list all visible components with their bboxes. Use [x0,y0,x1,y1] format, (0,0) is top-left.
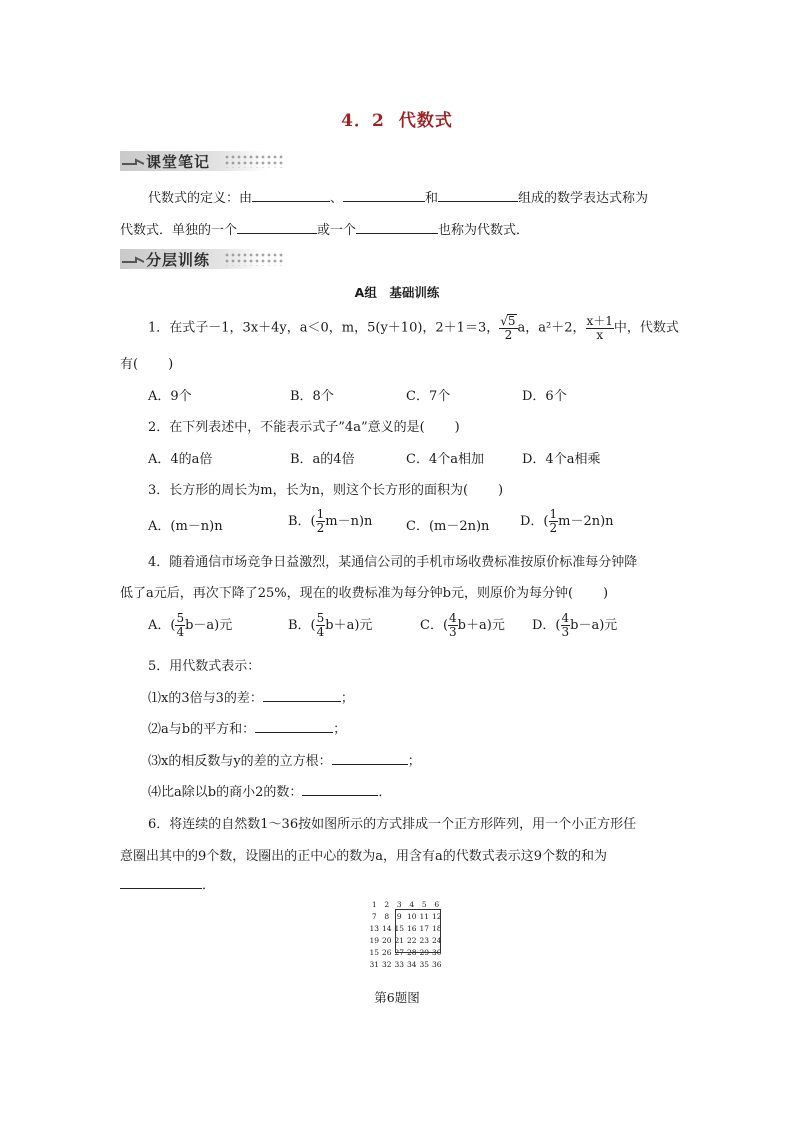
grid-cell: 8 [384,911,390,921]
grid-cell: 20 [381,935,392,945]
grid-cell: 4 [409,899,415,909]
grid-cell: 15 [394,923,405,933]
grid-cell: 22 [406,935,417,945]
grid-cell: 36 [431,959,442,969]
grid-cell: 13 [369,923,380,933]
question-5-item-4: ⑷比a除以b的商小2的数： ． [148,781,391,800]
grid-cell: 34 [406,959,417,969]
question-3-option-d: D．( $\frac{1}{2}$ m－2n)n [520,507,614,535]
question-1: 1．在式子－1，3x＋4y，a＜0，m，5(y＋10)，2＋1＝3， $\frac{√5}{2}$ a，a²＋2， $\frac{x+1}{x}$ 中，代数式 [148,313,679,342]
question-3-option-c: C．(m－2n)n [406,519,490,534]
question-5-item-3: ⑶x的相反数与y的差的立方根： ； [148,750,421,769]
section-label: 分层训练 [146,251,211,269]
question-4-option-a: A．( $\frac{5}{4}$ b－a)元 [148,611,233,639]
arrow-icon [122,156,144,165]
group-heading: A组 基础训练 [354,285,440,300]
section-banner-notes [120,151,280,171]
grid-cell: 7 [371,911,377,921]
grid-cell: 19 [369,935,380,945]
grid-cell: 14 [381,923,392,933]
grid-cell: 29 [419,947,430,957]
page-title [0,106,794,131]
grid-cell: 6 [434,899,440,909]
question-5-item-2: ⑵a与b的平方和： ； [148,718,346,737]
question-1-cont: 有( ) [120,357,174,372]
question-1-option-c: C．7个 [406,389,451,404]
grid-cell: 2 [384,899,390,909]
grid-cell: 10 [406,911,417,921]
question-3-option-a: A．(m－n)n [148,519,223,534]
grid-cell: 31 [369,959,380,969]
grid-cell: 5 [421,899,427,909]
question-3-option-b: B．( $\frac{1}{2}$ m－n)n [288,507,373,535]
grid-cell: 3 [396,899,402,909]
grid-cell: 9 [396,911,402,921]
grid-cell: 21 [394,935,405,945]
notes-line-1: 代数式的定义：由 、 和 组成的数学表达式称为 [148,187,648,206]
grid-row [368,958,443,970]
notes-line-2: 代数式．单独的一个 或一个 也称为代数式． [120,219,529,238]
question-2-option-b: B．a的4倍 [290,452,355,467]
section-label: 课堂笔记 [146,153,211,171]
grid-cell: 30 [431,947,442,957]
question-5-item-1: ⑴x的3倍与3的差： ； [148,687,354,706]
grid-cell: 17 [419,923,430,933]
question-4-option-c: C．( $\frac{4}{3}$ b＋a)元 [420,611,505,639]
section-banner-training [120,249,280,269]
fraction-sqrt5-over-2: $\frac{√5}{2}$ [500,314,516,342]
question-1-option-b: B．8个 [290,389,334,404]
grid-cell: 18 [431,923,442,933]
question-3: 3．长方形的周长为m，长为n，则这个长方形的面积为( ) [148,483,504,498]
question-2: 2．在下列表述中，不能表示式子”4a”意义的是( ) [148,420,460,435]
grid-cell: 35 [419,959,430,969]
arrow-icon [122,254,144,263]
question-2-option-d: D．4个a相乘 [522,452,601,467]
title-number: 4．2 [341,111,385,131]
question-6-line-3: ． [120,874,215,893]
grid-cell: 24 [431,935,442,945]
question-4-line-2: 低了a元后，再次下降了25%，现在的收费标准为每分钟b元，则原价为每分钟( ) [120,586,609,601]
grid-cell: 27 [394,947,405,957]
fraction-x1-over-x: $\frac{x+1}{x}$ [586,313,613,342]
grid-cell: 11 [419,911,430,921]
question-4-line-1: 4．随着通信市场竞争日益激烈，某通信公司的手机市场收费标准按原价标准每分钟降 [148,555,638,570]
grid-cell: 26 [381,947,392,957]
question-6-line-2: 意圈出其中的9个数，设圈出的正中心的数为a，用含有a的代数式表示这9个数的和为 [120,849,608,864]
question-6-line-1: 6．将连续的自然数1～36按如图所示的方式排成一个正方形阵列，用一个小正方形任 [148,817,637,832]
grid-cell: 32 [381,959,392,969]
question-5: 5．用代数式表示： [148,659,261,674]
grid-cell: 15 [369,947,380,957]
title-text: 代数式 [398,111,453,131]
grid-cell: 12 [431,911,442,921]
question-2-option-a: A．4的a倍 [148,452,213,467]
grid-cell: 16 [406,923,417,933]
grid-cell: 28 [406,947,417,957]
question-1-option-d: D．6个 [522,389,567,404]
question-4-option-b: B．( $\frac{5}{4}$ b＋a)元 [288,611,373,639]
question-2-option-c: C．4个a相加 [406,452,484,467]
selection-square [395,909,441,953]
grid-cell: 33 [394,959,405,969]
question-1-option-a: A．9个 [148,389,192,404]
question-4-option-d: D．( $\frac{4}{3}$ b－a)元 [532,611,618,639]
figure-caption: 第6题图 [374,990,420,1005]
grid-cell: 23 [419,935,430,945]
grid-cell: 1 [371,899,377,909]
